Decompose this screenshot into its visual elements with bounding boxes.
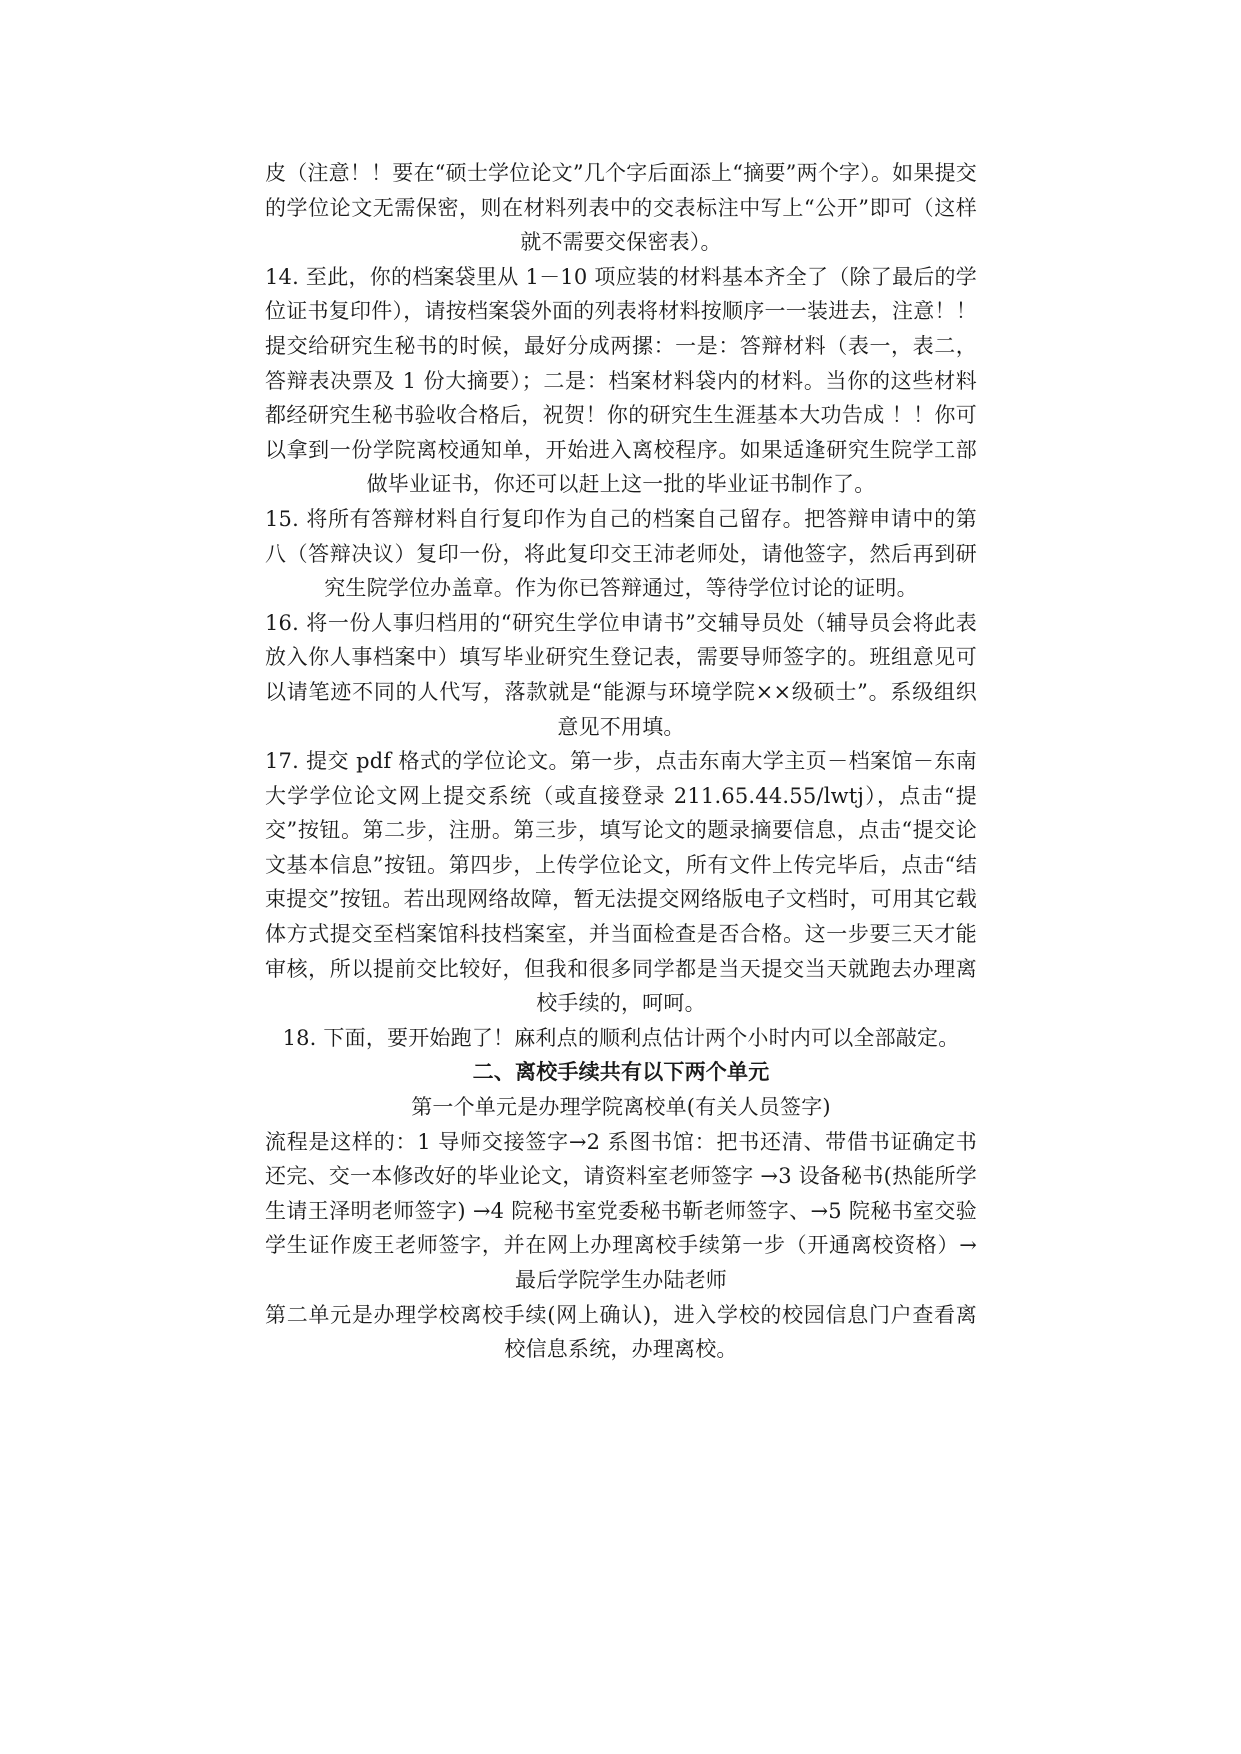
paragraph-16: 16. 将一份人事归档用的“研究生学位申请书”交辅导员处（辅导员会将此表放入你人事档案中）填写毕业研究生登记表，需要导师签字的。班组意见可以请笔迹不同的人代写，落款就是“能源与环境学院××级硕士”。系级组织意见不用填。 bbox=[265, 610, 977, 739]
unit-2-body: 第二单元是办理学校离校手续(网上确认)，进入学校的校园信息门户查看离校信息系统，办理离校。 bbox=[265, 1302, 977, 1362]
paragraph-17: 17. 提交 pdf 格式的学位论文。第一步，点击东南大学主页－档案馆－东南大学学位论文网上提交系统（或直接登录 211.65.44.55/lwtj），点击“提交”按钮。第二步，注册。第三步，填写论文的题录摘要信息，点击“提交论文基本信息”按钮。第四步，上传学位论文，所有文件上传完毕后，点击“结束提交”按钮。若出现网络故障，暂无法提交网络版电子文档时，可用其它载体方式提交至档案馆科技档案室，并当面检查是否合格。这一步要三天才能审核，所以提前交比较好，但我和很多同学都是当天提交当天就跑去办理离校手续的，呵呵。 bbox=[265, 749, 977, 1016]
unit-1-title: 第一个单元是办理学院离校单(有关人员签字) bbox=[411, 1095, 831, 1120]
paragraph-18: 18. 下面，要开始跑了！麻利点的顺利点估计两个小时内可以全部敲定。 bbox=[282, 1025, 960, 1050]
unit-1-body: 流程是这样的：1 导师交接签字→2 系图书馆：把书还清、带借书证确定书还完、交一本修改好的毕业论文，请资料室老师签字 →3 设备秘书(热能所学生请王泽明老师签字) →4 院秘书室党委秘书靳老师签字、→5 院秘书室交验学生证作废王老师签字，并在网上办理离校手续第一步（开通离校资格）→最后学院学生办陆老师 bbox=[265, 1129, 977, 1292]
paragraph-13-continued: 皮（注意！！要在“硕士学位论文”几个字后面添上“摘要”两个字）。如果提交的学位论文无需保密，则在材料列表中的交表标注中写上“公开”即可（这样就不需要交保密表）。 bbox=[265, 161, 977, 255]
paragraph-15: 15. 将所有答辩材料自行复印作为自己的档案自己留存。把答辩申请中的第八（答辩决议）复印一份，将此复印交王沛老师处，请他签字，然后再到研究生院学位办盖章。作为你已答辩通过，等待学位讨论的证明。 bbox=[265, 506, 977, 601]
document-page bbox=[265, 156, 977, 1367]
section-heading: 二、离校手续共有以下两个单元 bbox=[472, 1059, 770, 1085]
paragraph-14: 14. 至此，你的档案袋里从 1－10 项应装的材料基本齐全了（除了最后的学位证书复印件），请按档案袋外面的列表将材料按顺序一一装进去，注意！！提交给研究生秘书的时候，最好分成两摞：一是：答辩材料（表一，表二，答辩表决票及 1 份大摘要）；二是：档案材料袋内的材料。当你的这些材料都经研究生秘书验收合格后，祝贺！你的研究生生涯基本大功告成 ！！你可以拿到一份学院离校通知单，开始进入离校程序。如果适逢研究生院学工部做毕业证书，你还可以赶上这一批的毕业证书制作了。 bbox=[265, 264, 977, 497]
